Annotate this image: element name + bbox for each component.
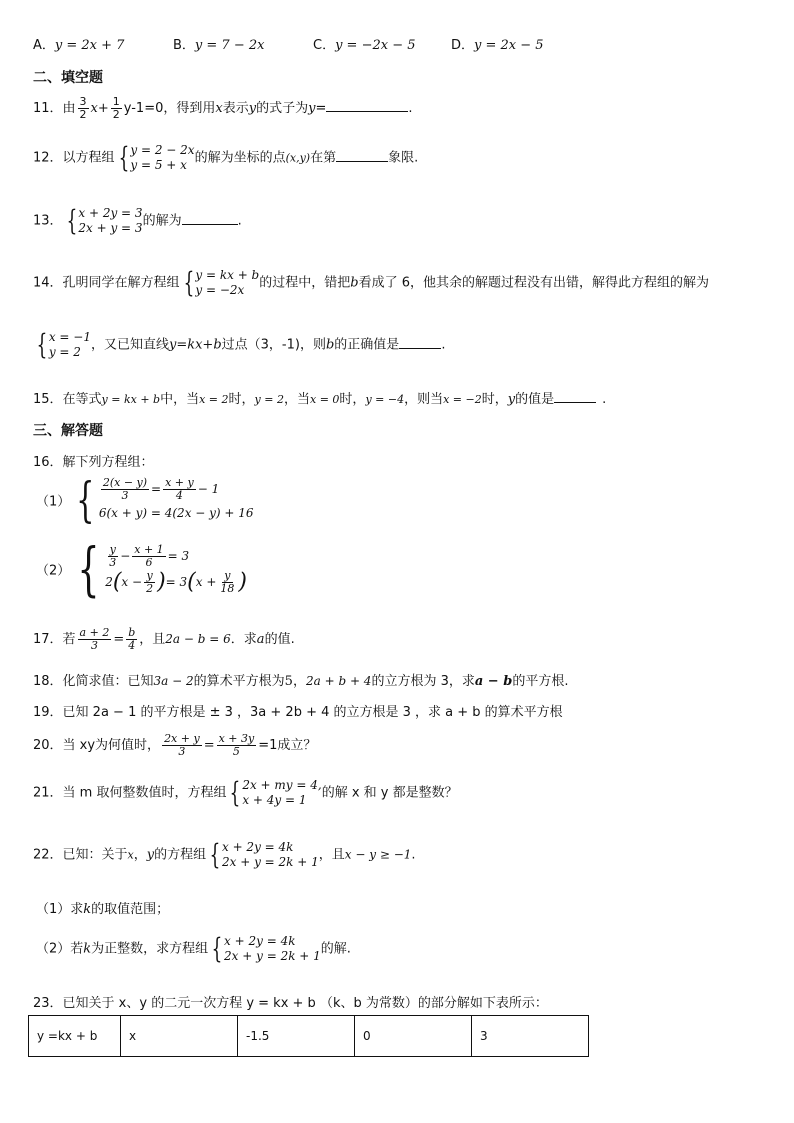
q-math: x xyxy=(127,848,134,862)
q-text: ，且 xyxy=(318,847,345,863)
q-math: 2a + b + 4 xyxy=(305,674,372,688)
fraction xyxy=(107,544,118,569)
paren-icon: ( xyxy=(187,569,196,595)
denominator: 3 xyxy=(178,745,186,758)
numerator: y xyxy=(146,568,153,582)
eq-line: x + 4y = 1 xyxy=(242,793,307,807)
eq-line: y = kx + b xyxy=(195,268,260,282)
paren-icon: ) xyxy=(157,569,166,595)
q-text: ，当 xyxy=(283,392,310,407)
q-text: 的解 x 和 y 都是整数？ xyxy=(321,785,458,801)
eq-line xyxy=(105,543,247,569)
q-text: 的立方根为 3，求 xyxy=(371,674,475,689)
q-math: 5 xyxy=(284,674,293,689)
question-22-part-1 xyxy=(36,898,169,917)
q-text: （1）求 xyxy=(36,902,84,917)
brace-icon: { xyxy=(77,535,100,603)
q-text: 在第 xyxy=(310,150,337,166)
option-expr: y = 2x − 5 xyxy=(474,38,544,53)
q-text: ， xyxy=(292,674,306,689)
numerator: x + 1 xyxy=(134,542,164,556)
equation-system xyxy=(63,206,143,236)
answer-blank[interactable] xyxy=(554,390,596,403)
fraction xyxy=(101,477,149,502)
q-math: a xyxy=(256,632,265,647)
question-21 xyxy=(33,778,458,808)
q-math: = 3 xyxy=(165,574,188,589)
equation-system xyxy=(33,330,91,360)
q-text: 12．以方程组 xyxy=(33,150,115,166)
eq-line: 2x + y = 3 xyxy=(78,221,143,235)
option-expr: y = −2x − 5 xyxy=(335,38,416,53)
table-cell: x xyxy=(121,1016,238,1057)
brace-icon: { xyxy=(36,328,48,361)
denominator: 3 xyxy=(109,555,117,569)
option-c xyxy=(313,34,416,53)
eq-line: x + 2y = 3 xyxy=(78,206,143,220)
section-heading-solve: 三、解答题 xyxy=(33,423,103,439)
q-text: 18．化简求值：已知 xyxy=(33,674,154,689)
q-math: y=kx+b xyxy=(168,337,222,353)
q-text: 的正确值是 xyxy=(334,337,400,353)
eq-line: x + 2y = 4k xyxy=(224,934,296,948)
eq-line: y = 2 − 2x xyxy=(130,143,195,157)
fraction xyxy=(132,544,165,569)
question-22-part-2 xyxy=(36,934,351,964)
q-math: b xyxy=(350,275,359,291)
question-14-continued xyxy=(33,330,445,360)
eq-line: x = −1 xyxy=(48,330,91,344)
q-text: ，且 xyxy=(139,632,166,647)
numerator: 1 xyxy=(112,95,120,108)
q-math: x xyxy=(215,101,223,116)
q-text: 的解为 xyxy=(142,213,182,229)
denominator: 3 xyxy=(121,488,129,502)
eq-line: y = 2 xyxy=(48,345,81,359)
q-text: 为正整数，求方程组 xyxy=(91,941,209,957)
q-math: (x,y) xyxy=(285,151,311,165)
q-text: . xyxy=(602,392,607,407)
q-math: x − y ≥ −1 xyxy=(344,847,412,862)
part-label: （1） xyxy=(36,494,71,510)
equation-system xyxy=(208,934,321,964)
q-math: 2a − b = 6 xyxy=(165,632,231,646)
q-text: 的值是 xyxy=(515,392,555,407)
fraction xyxy=(78,96,89,121)
q-text: 的取值范围； xyxy=(91,902,170,917)
numerator: y xyxy=(224,568,231,582)
question-20 xyxy=(33,733,316,758)
q-text: ，又已知直线 xyxy=(90,337,169,353)
part-label: （2） xyxy=(36,563,71,579)
table-row xyxy=(29,1016,589,1057)
q-text: 20．当 xy为何值时， xyxy=(33,738,161,753)
q-math: y = kx + b xyxy=(101,393,161,406)
option-d xyxy=(451,34,544,53)
denominator: 4 xyxy=(175,488,183,502)
q-text: 的值. xyxy=(264,632,295,647)
q-math: = xyxy=(151,481,162,496)
table-cell: 3 xyxy=(472,1016,589,1057)
fraction xyxy=(144,570,155,595)
q-math: y xyxy=(248,101,257,116)
option-label: C． xyxy=(313,38,336,53)
equation-system xyxy=(115,143,195,173)
denominator: 2 xyxy=(112,108,120,121)
q-math: y xyxy=(146,847,155,863)
fraction xyxy=(218,570,236,595)
numerator: 3 xyxy=(79,95,87,108)
q-text: ．求 xyxy=(230,632,257,647)
denominator: 3 xyxy=(90,639,98,652)
eq-line: 2x + my = 4, xyxy=(242,778,322,792)
q-text: 时， xyxy=(481,392,508,407)
question-16-part-1 xyxy=(36,472,254,528)
q-text: 的式子为 xyxy=(256,101,309,116)
numerator: y xyxy=(109,542,116,556)
denominator: 2 xyxy=(79,108,87,121)
q-text: ， xyxy=(133,847,147,863)
q-math: k xyxy=(83,902,92,917)
option-expr: y = 2x + 7 xyxy=(54,38,125,53)
denominator: 6 xyxy=(145,555,153,569)
q-math: y xyxy=(507,392,516,407)
solutions-table xyxy=(28,1015,589,1057)
numerator: 2x + y xyxy=(164,732,200,745)
denominator: 18 xyxy=(220,581,235,595)
eq-line: y = −2x xyxy=(195,283,245,297)
option-label: B． xyxy=(173,38,195,53)
fraction xyxy=(162,733,202,758)
question-11 xyxy=(33,96,413,121)
option-label: D． xyxy=(451,38,475,53)
q-text: 过点（3，-1)，则 xyxy=(221,337,326,353)
table-cell: -1.5 xyxy=(238,1016,355,1057)
option-a xyxy=(33,34,124,53)
q-text: . xyxy=(441,337,446,353)
q-text: （2）若 xyxy=(36,941,84,957)
q-text: 的方程组 xyxy=(154,847,207,863)
question-13 xyxy=(33,206,242,236)
option-expr: y = 7 − 2x xyxy=(194,38,265,53)
question-14 xyxy=(33,268,709,298)
equation-system xyxy=(226,778,321,808)
q-math: = 3 xyxy=(167,548,190,563)
q-math: x = −2 xyxy=(443,393,482,406)
numerator: b xyxy=(128,626,136,639)
q-math: b xyxy=(325,337,335,353)
brace-icon: { xyxy=(183,266,194,299)
q-math: 3a − 2 xyxy=(153,674,194,688)
q-text: 时， xyxy=(228,392,255,407)
q-math: y = −4 xyxy=(365,393,405,406)
q-text: 表示 xyxy=(222,101,249,116)
denominator: 4 xyxy=(128,639,136,652)
brace-icon: { xyxy=(230,776,241,809)
q-text: 13． xyxy=(33,213,63,229)
numerator: x + 3y xyxy=(218,732,255,745)
q-math: y xyxy=(308,101,316,116)
brace-icon: { xyxy=(118,141,129,174)
question-15 xyxy=(33,388,606,407)
q-text: 21．当 m 取何整数值时，方程组 xyxy=(33,785,227,801)
answer-blank[interactable] xyxy=(326,99,408,112)
q-text: =1成立？ xyxy=(258,738,317,753)
q-text: 看成了 6，他其余的解题过程没有出错，解得此方程组的解为 xyxy=(358,275,709,291)
q-math: x + xyxy=(195,574,217,589)
eq-line: 2x + y = 2k + 1 xyxy=(221,855,319,869)
q-text: 22．已知：关于 xyxy=(33,847,128,863)
q-text: . xyxy=(237,213,242,229)
question-12 xyxy=(33,143,418,173)
eq-line xyxy=(105,569,247,596)
numerator: a + 2 xyxy=(79,626,110,639)
q-text: . xyxy=(408,101,413,116)
denominator: 2 xyxy=(146,581,154,595)
question-16-title: 16．解下列方程组： xyxy=(33,455,154,470)
numerator: x + y xyxy=(165,475,194,489)
eq-line xyxy=(99,477,254,502)
question-17 xyxy=(33,627,295,652)
table-cell: 0 xyxy=(355,1016,472,1057)
denominator: 5 xyxy=(232,745,240,758)
eq-line: 6(x + y) = 4(2x − y) + 16 xyxy=(98,505,254,520)
q-text: . xyxy=(411,847,416,863)
brace-icon: { xyxy=(211,932,223,965)
q-text: y-1=0，得到用 xyxy=(123,101,216,116)
question-18 xyxy=(33,670,568,689)
brace-icon: { xyxy=(76,472,95,528)
answer-blank[interactable] xyxy=(399,336,441,349)
paren-icon: ( xyxy=(112,569,122,595)
fraction xyxy=(111,96,122,121)
brace-icon: { xyxy=(66,204,77,237)
equation-system xyxy=(206,840,319,870)
q-text: 17．若 xyxy=(33,632,76,647)
q-text: 的平方根. xyxy=(512,674,569,689)
question-23: 23．已知关于 x、y 的二元一次方程 y = kx + b （k、b 为常数）的部分解如下表所示： xyxy=(33,996,548,1011)
q-text: 的算术平方根为 xyxy=(193,674,285,689)
eq-line: x + 2y = 4k xyxy=(221,840,294,854)
q-math: 2 xyxy=(105,574,113,589)
q-math: x = 2 xyxy=(199,393,229,406)
q-text: 15．在等式 xyxy=(33,392,102,407)
answer-blank[interactable] xyxy=(182,212,238,225)
equation-system xyxy=(70,472,254,528)
answer-blank[interactable] xyxy=(336,149,388,162)
q-text: 11．由 xyxy=(33,101,76,116)
q-math: = xyxy=(113,632,125,647)
q-text: 象限. xyxy=(388,150,419,166)
question-22 xyxy=(33,840,416,870)
q-text: 中，当 xyxy=(160,392,200,407)
equation-system xyxy=(70,535,247,603)
question-16-part-2 xyxy=(36,535,247,603)
q-math: − 1 xyxy=(197,481,220,496)
q-math: = xyxy=(203,738,215,753)
q-text: 的过程中，错把 xyxy=(259,275,351,291)
numerator: 2(x − y) xyxy=(102,475,148,489)
equation-system xyxy=(180,268,260,298)
q-math: x+ xyxy=(90,101,109,116)
fraction xyxy=(78,627,112,652)
q-math: a − b xyxy=(474,674,513,689)
eq-line: 2x + y = 2k + 1 xyxy=(224,949,321,963)
q-text: = xyxy=(315,101,327,116)
section-heading-fill: 二、填空题 xyxy=(33,70,103,86)
q-math: k xyxy=(83,941,92,957)
q-text: 14．孔明同学在解方程组 xyxy=(33,275,180,291)
q-math: − xyxy=(120,548,131,563)
q-text: 的解为坐标的点 xyxy=(194,150,286,166)
q-math: x − xyxy=(121,574,143,589)
option-label: A． xyxy=(33,38,55,53)
question-19: 19．已知 2a − 1 的平方根是 ± 3 ，3a + 2b + 4 的立方根是 3 ，求 a + b 的算术平方根 xyxy=(33,705,563,720)
paren-icon: ) xyxy=(238,569,247,595)
eq-line: y = 5 + x xyxy=(130,158,187,172)
option-b xyxy=(173,34,264,53)
fraction xyxy=(163,477,196,502)
table-cell: y =kx + b xyxy=(29,1016,121,1057)
q-text: ，则当 xyxy=(404,392,444,407)
brace-icon: { xyxy=(209,838,221,871)
q-text: 的解. xyxy=(320,941,351,957)
fraction xyxy=(217,733,257,758)
q-text: 时， xyxy=(339,392,366,407)
q-math: x = 0 xyxy=(310,393,340,406)
q-math: y = 2 xyxy=(254,393,284,406)
fraction xyxy=(126,627,137,652)
